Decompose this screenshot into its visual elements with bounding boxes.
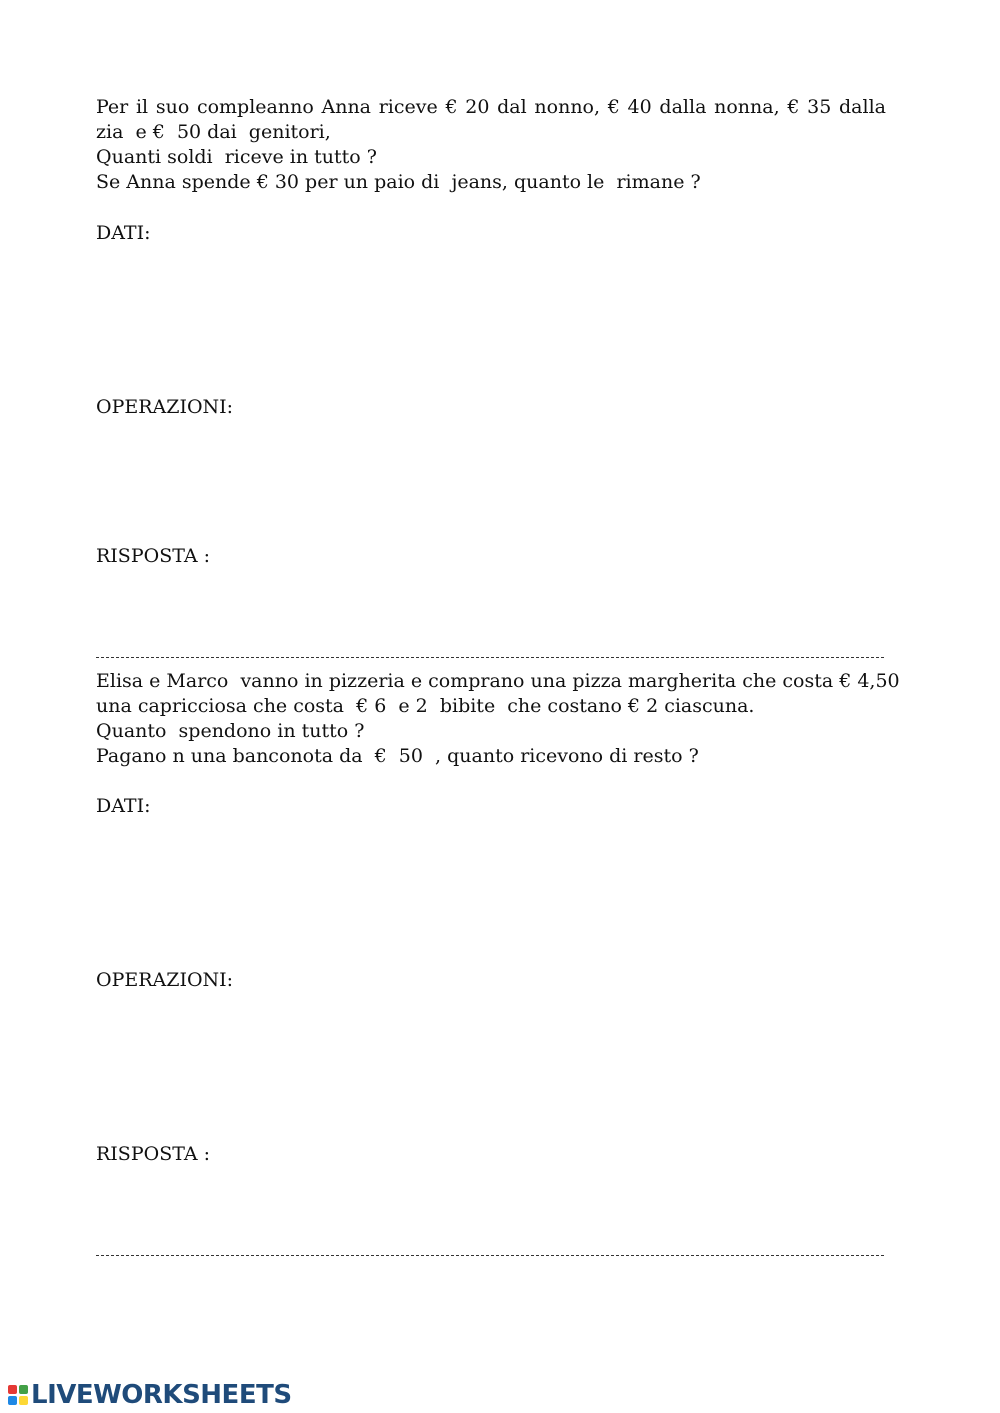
brand-name: LIVEWORKSHEETS [31,1380,292,1410]
problem1-text-line-4: Se Anna spende € 30 per un paio di jeans, quanto le rimane ? [96,171,701,193]
problem1-operazioni-label: OPERAZIONI: [96,396,234,418]
block-green [19,1385,28,1394]
problem1-risposta-label: RISPOSTA : [96,545,210,567]
liveworksheets-logo[interactable] [8,1380,292,1410]
problem1-dati-label: DATI: [96,222,151,244]
problem2-text-line-4: Pagano n una banconota da € 50 , quanto ricevono di resto ? [96,745,699,767]
problem2-dati-label: DATI: [96,795,151,817]
problem2-text-line-2: una capricciosa che costa € 6 e 2 bibite che costano € 2 ciascuna. [96,695,755,717]
separator-line [96,1255,884,1256]
problem1-text-line-3: Quanti soldi riceve in tutto ? [96,146,377,168]
block-red [8,1385,17,1394]
problem1-text-line-1: Per il suo compleanno Anna riceve € 20 dal nonno, € 40 dalla nonna, € 35 dalla [96,96,886,118]
block-yellow [19,1396,28,1405]
problem2-risposta-label: RISPOSTA : [96,1143,210,1165]
problem1-text-line-2: zia e € 50 dai genitori, [96,121,331,143]
problem2-text-line-1: Elisa e Marco vanno in pizzeria e comprano una pizza margherita che costa € 4,50 [96,670,900,692]
liveworksheets-blocks-icon [8,1385,28,1405]
block-blue [8,1396,17,1405]
problem2-operazioni-label: OPERAZIONI: [96,969,234,991]
problem2-text-line-3: Quanto spendono in tutto ? [96,720,365,742]
separator-line [96,657,884,658]
